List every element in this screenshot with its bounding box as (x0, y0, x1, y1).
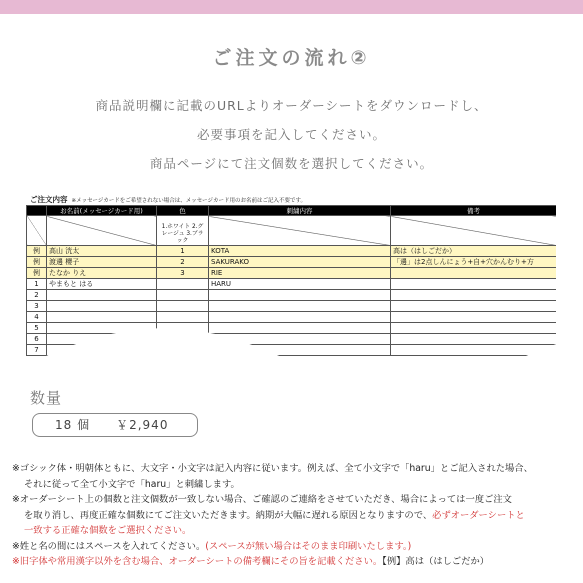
table-row (27, 279, 557, 290)
note-2: ※オーダーシート上の個数と注文個数が一致しない場合、ご確認のご連絡をさせていただき、場合によっては一度ご注文 (12, 494, 512, 505)
cell-remarks: 「邊」は2点しんにょう+自+穴かんむり+方 (391, 257, 557, 268)
table-row (27, 257, 557, 268)
table-header-row (27, 206, 557, 216)
table-subheader-row (27, 216, 557, 246)
cell-color: 2 (157, 257, 209, 268)
intro-line-1: 商品説明欄に記載のURLよりオーダーシートをダウンロードし、 (95, 98, 488, 113)
cell-remarks (391, 279, 557, 290)
header-remarks: 備考 (391, 206, 557, 216)
cell-color (157, 290, 209, 301)
intro-line-2: 必要事項を記入してください。 (196, 127, 386, 142)
cell-text: RIE (209, 268, 391, 279)
note-4: ※旧字体や常用漢字以外を含む場合、オーダーシートの備考欄にその旨を記載ください。【例】高は（はしごだか） (12, 556, 490, 567)
cell-text: HARU (209, 279, 391, 290)
sheet-heading: ご注文内容 ※メッセージカードをご希望されない場合は、メッセージカード用のお名前はご記入不要です。 (30, 195, 307, 204)
cell-color: 1 (157, 246, 209, 257)
cell-text: SAKURAKO (209, 257, 391, 268)
cell-name (47, 301, 157, 312)
cell-text: KOTA (209, 246, 391, 257)
cell-no: 4 (27, 312, 47, 323)
note-2c-warning: 一致する正確な個数をご選択ください。 (24, 525, 192, 536)
cell-name: やまもと はる (47, 279, 157, 290)
accent-bar (0, 0, 583, 14)
cell-text (209, 290, 391, 301)
cell-no: 例 (27, 268, 47, 279)
cell-name (47, 290, 157, 301)
header-name: お名前(メッセージカード用) (47, 206, 157, 216)
note-3: ※姓と名の間にはスペースを入れてください。(スペースが無い場合はそのまま印刷いたします。) (12, 540, 412, 552)
color-options: 1.ホワイト 2.グレージュ 3.ブラック (157, 216, 209, 246)
sheet-heading-note: ※メッセージカードをご希望されない場合は、メッセージカード用のお名前はご記入不要です。 (71, 198, 307, 204)
cell-no: 6 (27, 334, 47, 345)
note-2b: を取り消し、再度正確な個数にてご注文いただきます。納期が大幅に遅れる原因となりますので、必ずオーダーシートと (24, 509, 525, 521)
note-4-warning: ※旧字体や常用漢字以外を含む場合、オーダーシートの備考欄にその旨を記載ください。 (12, 556, 383, 567)
quantity-count: 18 個 (55, 418, 91, 432)
decorative-wave (0, 318, 583, 428)
cell-no: 7 (27, 345, 47, 356)
page-title: ご注文の流れ② (212, 47, 371, 69)
cell-remarks (391, 301, 557, 312)
header-color: 色 (157, 206, 209, 216)
notes (12, 461, 578, 570)
cell-color (157, 301, 209, 312)
quantity-label: 数量 (30, 389, 63, 407)
note-1: ※ゴシック体・明朝体ともに、大文字・小文字は記入内容に従います。例えば、全て小文字で「haru」とご記入された場合、 (12, 463, 533, 474)
cell-name: 渡邊 櫻子 (47, 257, 157, 268)
table-row (27, 290, 557, 301)
table-row (27, 268, 557, 279)
cell-no: 2 (27, 290, 47, 301)
header-embroidery: 刺繍内容 (209, 206, 391, 216)
cell-remarks (391, 290, 557, 301)
cell-text (209, 301, 391, 312)
cell-color (157, 279, 209, 290)
cell-name: 高山 洸太 (47, 246, 157, 257)
note-1b: それに従って全て小文字で「haru」と刺繍します。 (24, 478, 240, 490)
cell-no: 例 (27, 257, 47, 268)
note-3-warning: (スペースが無い場合はそのまま印刷いたします。) (205, 540, 412, 552)
cell-no: 5 (27, 323, 47, 334)
quantity-field (32, 413, 198, 437)
table-row (27, 246, 557, 257)
cell-no: 3 (27, 301, 47, 312)
note-2b-warning: 必ずオーダーシートと (432, 509, 525, 521)
cell-remarks (391, 268, 557, 279)
quantity-price: ￥2,940 (116, 418, 169, 432)
cell-no: 例 (27, 246, 47, 257)
cell-name: たなか りえ (47, 268, 157, 279)
cell-no: 1 (27, 279, 47, 290)
cell-color: 3 (157, 268, 209, 279)
table-row (27, 301, 557, 312)
intro-line-3: 商品ページにて注文個数を選択してください。 (149, 156, 434, 171)
cell-remarks: 高は（はしごだか） (391, 246, 557, 257)
